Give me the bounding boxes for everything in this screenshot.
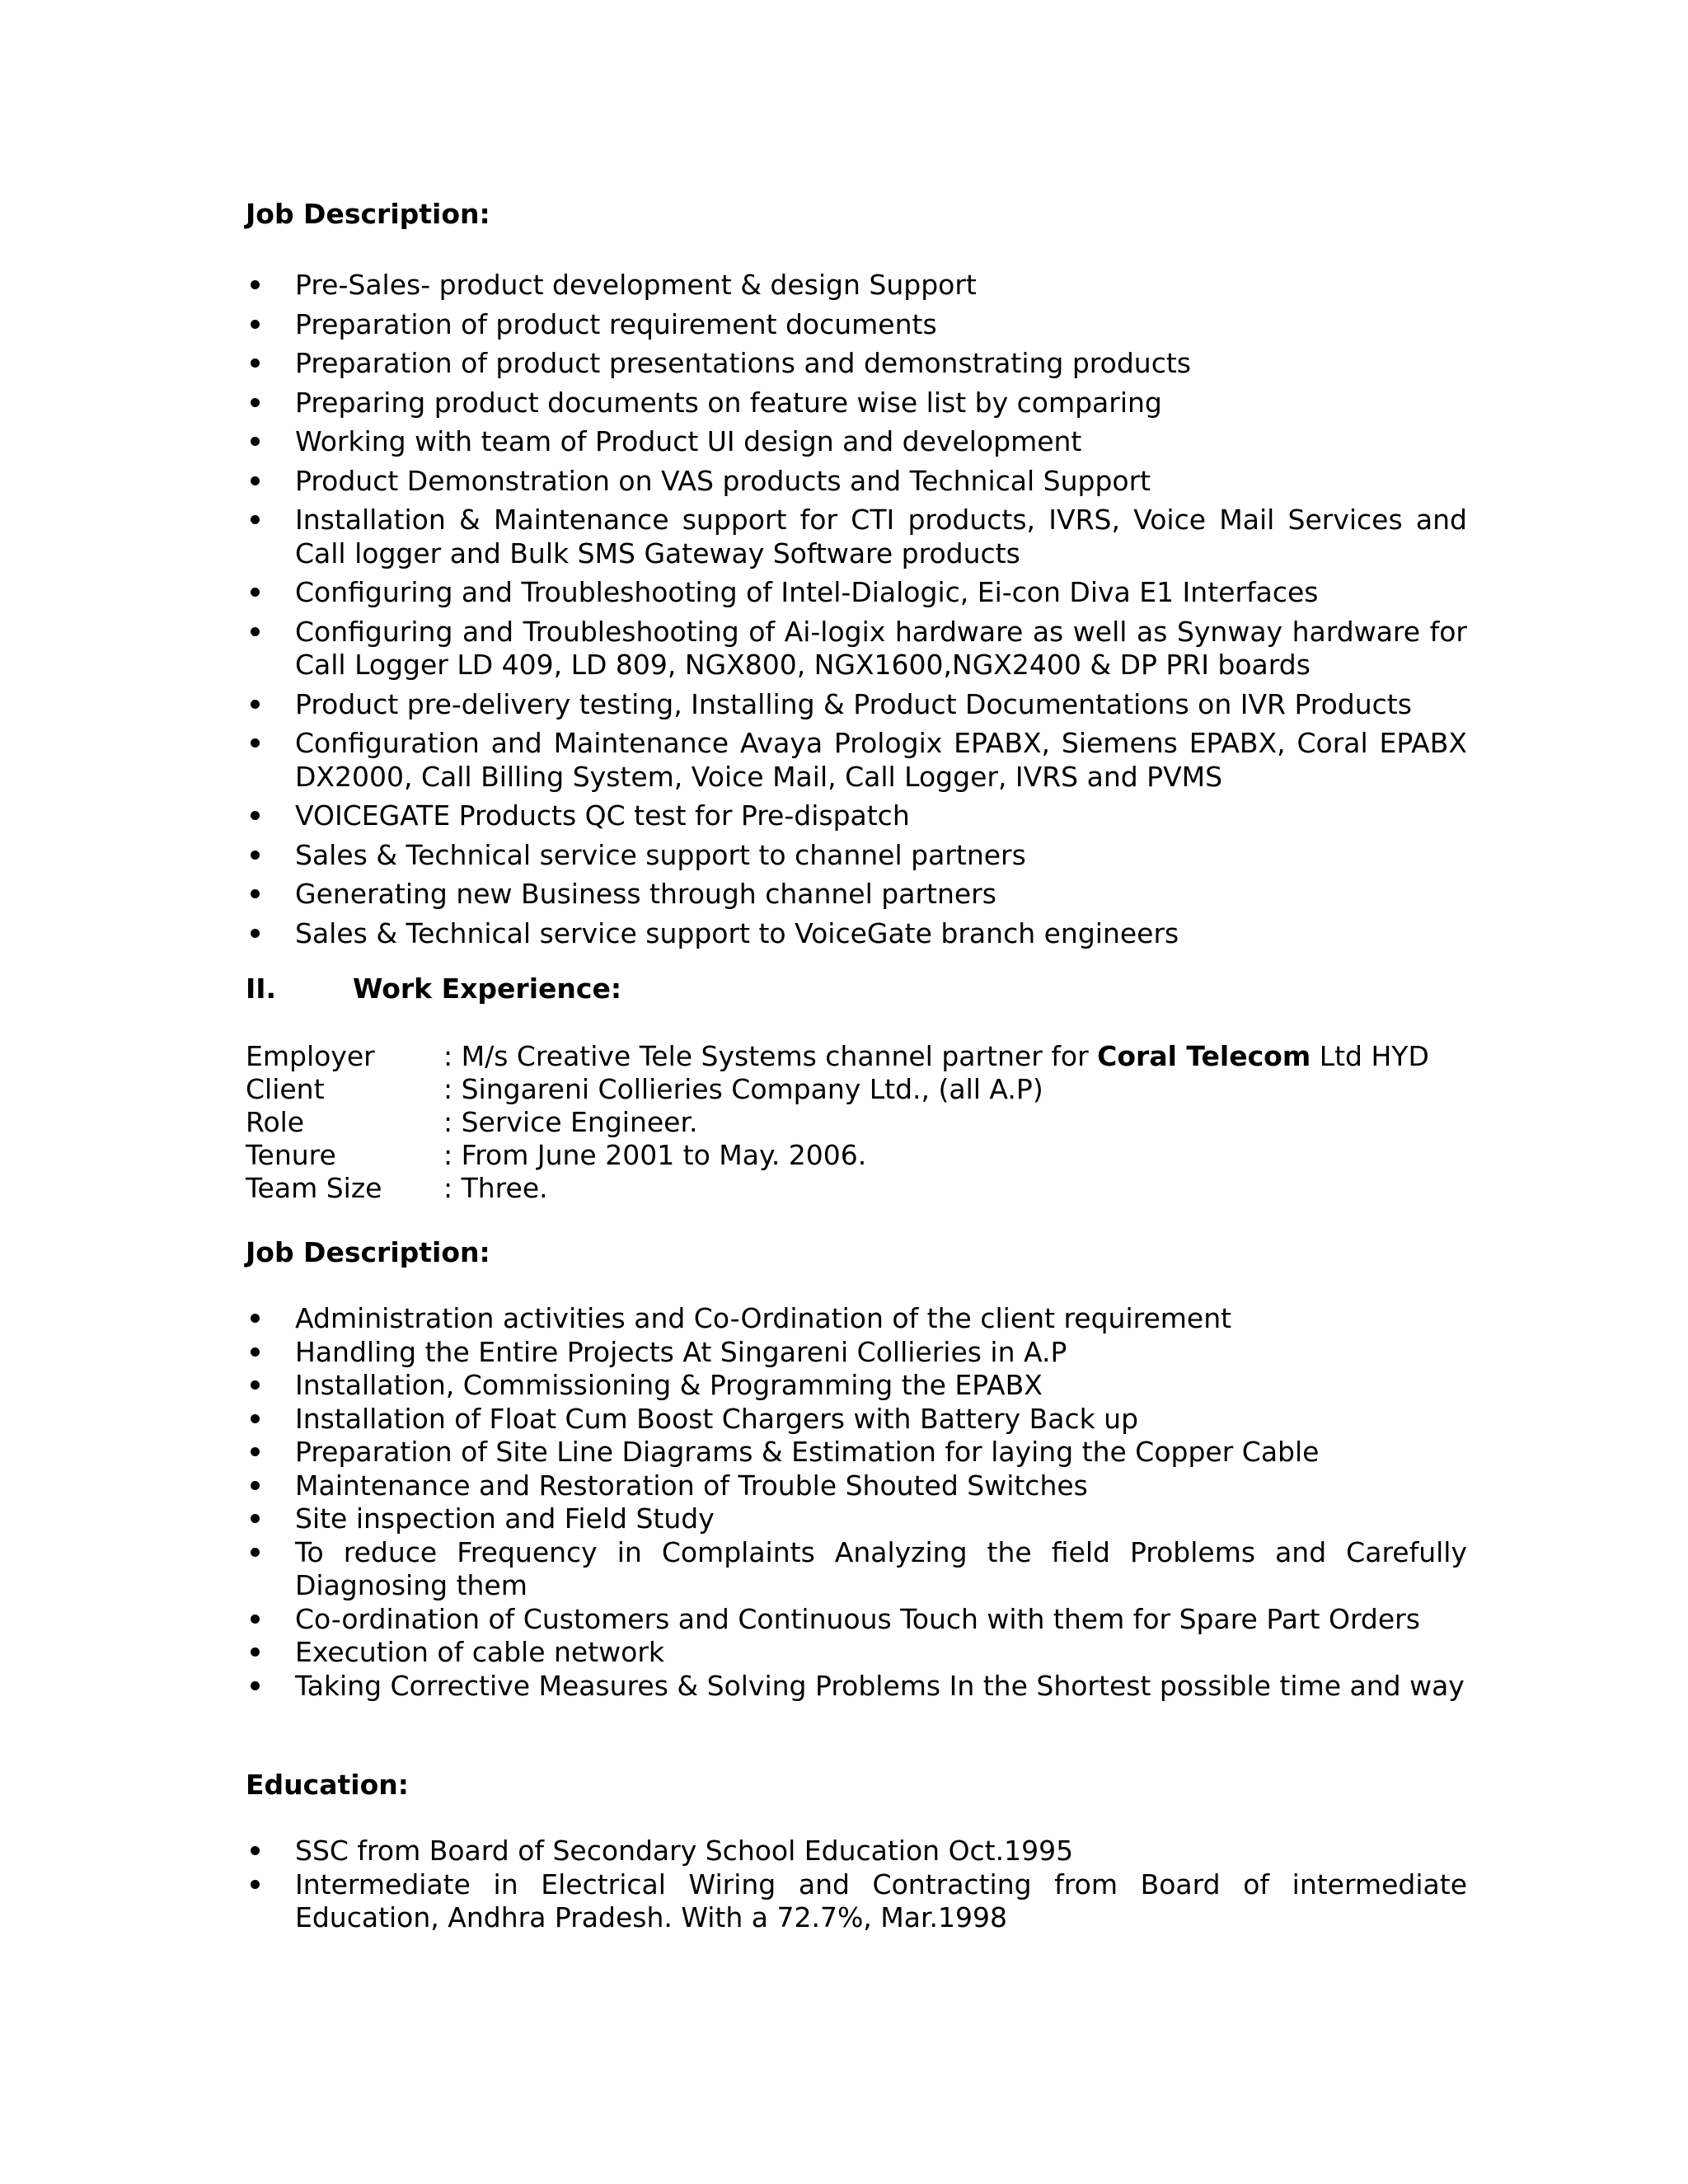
list-item: Working with team of Product UI design and development — [246, 425, 1467, 459]
bullet-icon — [251, 878, 267, 911]
bullet-icon — [251, 799, 267, 832]
list-item: Preparation of product requirement documents — [246, 308, 1467, 342]
work-experience-heading — [246, 972, 621, 1005]
list-item: Configuring and Troubleshooting of Ai-logix hardware as well as Synway hardware for Call Logger LD 409, LD 809, NGX800, NGX1600,NGX2400 & DP PRI boards — [246, 616, 1467, 682]
bullet-icon — [251, 688, 267, 721]
list-item: Product pre-delivery testing, Installing & Product Documentations on IVR Products — [246, 688, 1467, 722]
bullet-icon — [251, 1636, 267, 1669]
job-description-list-1 — [246, 269, 1467, 956]
bullet-icon — [251, 1502, 267, 1535]
list-item: Pre-Sales- product development & design Support — [246, 269, 1467, 302]
section-title: Work Experience: — [353, 972, 622, 1005]
education-heading: Education: — [246, 1769, 409, 1801]
job-description-heading-2: Job Description: — [246, 1236, 490, 1268]
bullet-icon — [251, 616, 267, 649]
tenure-label: Tenure — [246, 1139, 336, 1171]
bullet-icon — [251, 504, 267, 537]
bullet-icon — [251, 308, 267, 341]
list-item: Configuring and Troubleshooting of Intel-Dialogic, Ei-con Diva E1 Interfaces — [246, 576, 1467, 610]
bullet-icon — [251, 1302, 267, 1335]
list-item: Preparation of product presentations and demonstrating products — [246, 347, 1467, 381]
list-item: Maintenance and Restoration of Trouble Shouted Switches — [246, 1469, 1467, 1503]
bullet-icon — [251, 1868, 267, 1901]
list-item: Site inspection and Field Study — [246, 1502, 1467, 1536]
bullet-icon — [251, 1670, 267, 1703]
bullet-icon — [251, 1336, 267, 1369]
bullet-icon — [251, 1369, 267, 1402]
list-item: Generating new Business through channel partners — [246, 878, 1467, 912]
team-size-row — [246, 1172, 1467, 1205]
bullet-icon — [251, 269, 267, 302]
list-item: Taking Corrective Measures & Solving Problems In the Shortest possible time and way — [246, 1670, 1467, 1704]
job-description-list-2 — [246, 1302, 1467, 1703]
list-item: VOICEGATE Products QC test for Pre-dispatch — [246, 799, 1467, 833]
list-item: Installation & Maintenance support for CTI products, IVRS, Voice Mail Services and Call logger and Bulk SMS Gateway Software products — [246, 504, 1467, 570]
employer-label: Employer — [246, 1040, 375, 1072]
job-description-heading-1: Job Description: — [246, 198, 490, 230]
list-item: Intermediate in Electrical Wiring and Contracting from Board of intermediate Education, Andhra Pradesh. With a 72.7%, Mar.1998 — [246, 1868, 1467, 1935]
tenure-value: : From June 2001 to May. 2006. — [443, 1139, 867, 1171]
education-list — [246, 1835, 1467, 1935]
bullet-icon — [251, 1469, 267, 1502]
client-label: Client — [246, 1073, 325, 1105]
work-experience-details — [246, 1040, 1467, 1205]
list-item: Configuration and Maintenance Avaya Prologix EPABX, Siemens EPABX, Coral EPABX DX2000, Call Billing System, Voice Mail, Call Logger, IVRS and PVMS — [246, 727, 1467, 794]
list-item: To reduce Frequency in Complaints Analyzing the field Problems and Carefully Diagnosing them — [246, 1536, 1467, 1603]
list-item: Preparation of Site Line Diagrams & Estimation for laying the Copper Cable — [246, 1436, 1467, 1469]
bullet-icon — [251, 387, 267, 419]
bullet-icon — [251, 727, 267, 760]
bullet-icon — [251, 465, 267, 498]
role-row — [246, 1106, 1467, 1139]
bullet-icon — [251, 1835, 267, 1868]
employer-row: Employer : M/s Creative Tele Systems channel partner for Coral Telecom Ltd HYD — [246, 1040, 1429, 1072]
role-value: : Service Engineer. — [443, 1106, 698, 1138]
bullet-icon — [251, 839, 267, 872]
bullet-icon — [251, 576, 267, 609]
bullet-icon — [251, 1603, 267, 1636]
bullet-icon — [251, 347, 267, 380]
list-item: Installation of Float Cum Boost Chargers with Battery Back up — [246, 1403, 1467, 1436]
bullet-icon — [251, 1536, 267, 1569]
list-item: Preparing product documents on feature wise list by comparing — [246, 387, 1467, 420]
list-item: Handling the Entire Projects At Singareni Collieries in A.P — [246, 1336, 1467, 1370]
list-item: Installation, Commissioning & Programming the EPABX — [246, 1369, 1467, 1403]
resume-page — [246, 0, 1467, 2184]
list-item: SSC from Board of Secondary School Education Oct.1995 — [246, 1835, 1467, 1868]
tenure-row — [246, 1139, 1467, 1172]
bullet-icon — [251, 1403, 267, 1436]
list-item: Product Demonstration on VAS products and Technical Support — [246, 465, 1467, 499]
bullet-icon — [251, 425, 267, 458]
bullet-icon — [251, 1436, 267, 1469]
list-item: Administration activities and Co-Ordination of the client requirement — [246, 1302, 1467, 1336]
client-row — [246, 1073, 1467, 1106]
list-item: Sales & Technical service support to channel partners — [246, 839, 1467, 873]
role-label: Role — [246, 1106, 305, 1138]
bullet-icon — [251, 917, 267, 950]
list-item: Sales & Technical service support to VoiceGate branch engineers — [246, 917, 1467, 951]
employer-company: Coral Telecom — [1097, 1040, 1311, 1072]
list-item: Execution of cable network — [246, 1636, 1467, 1670]
section-number: II. — [246, 972, 277, 1005]
team-size-value: : Three. — [443, 1172, 548, 1204]
list-item: Co-ordination of Customers and Continuous Touch with them for Spare Part Orders — [246, 1603, 1467, 1637]
client-value: : Singareni Collieries Company Ltd., (all A.P) — [443, 1073, 1043, 1105]
team-size-label: Team Size — [246, 1172, 382, 1204]
